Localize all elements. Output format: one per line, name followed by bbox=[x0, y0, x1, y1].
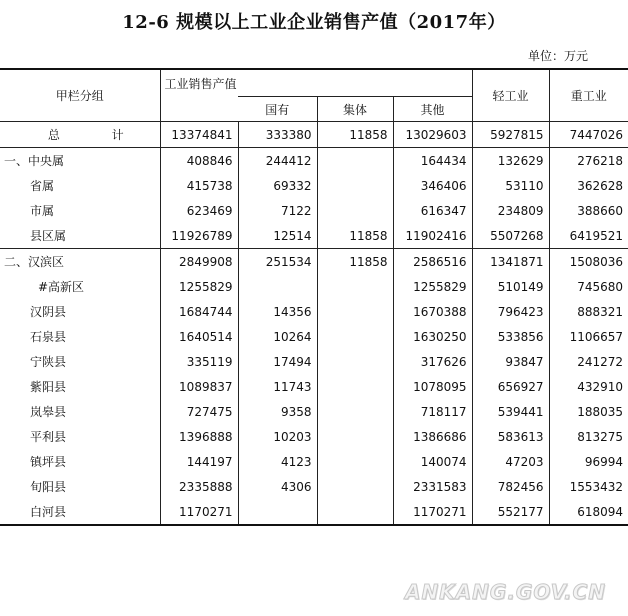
cell-state-owned: 4306 bbox=[238, 474, 317, 499]
cell-sales-value: 1396888 bbox=[160, 424, 238, 449]
cell-other: 1078095 bbox=[393, 374, 472, 399]
row-label: 省属 bbox=[30, 179, 55, 193]
cell-heavy-industry: 618094 bbox=[549, 499, 628, 525]
row-label: 岚皋县 bbox=[30, 405, 67, 419]
table-row bbox=[0, 173, 628, 198]
row-label: 紫阳县 bbox=[30, 380, 67, 394]
table-row bbox=[0, 299, 628, 324]
cell-sales-value: 623469 bbox=[160, 198, 238, 223]
cell-state-owned: 244412 bbox=[238, 148, 317, 174]
cell-other: 140074 bbox=[393, 449, 472, 474]
cell-state-owned: 9358 bbox=[238, 399, 317, 424]
cell-light-industry: 5927815 bbox=[472, 122, 549, 148]
cell-collective bbox=[317, 399, 393, 424]
table-row bbox=[0, 424, 628, 449]
header-heavy-industry: 重工业 bbox=[549, 69, 628, 122]
table-row bbox=[0, 274, 628, 299]
row-label: 宁陕县 bbox=[30, 355, 67, 369]
cell-heavy-industry: 6419521 bbox=[549, 223, 628, 249]
cell-collective bbox=[317, 449, 393, 474]
cell-state-owned: 10264 bbox=[238, 324, 317, 349]
cell-state-owned: 12514 bbox=[238, 223, 317, 249]
row-label: 二、汉滨区 bbox=[0, 249, 160, 275]
table-row bbox=[0, 449, 628, 474]
cell-heavy-industry: 96994 bbox=[549, 449, 628, 474]
cell-other: 718117 bbox=[393, 399, 472, 424]
cell-heavy-industry: 1508036 bbox=[549, 249, 628, 275]
table-row bbox=[0, 499, 628, 525]
header-collective: 集体 bbox=[317, 97, 393, 122]
row-label: #高新区 bbox=[38, 280, 85, 294]
cell-heavy-industry: 362628 bbox=[549, 173, 628, 198]
cell-other: 11902416 bbox=[393, 223, 472, 249]
cell-heavy-industry: 1553432 bbox=[549, 474, 628, 499]
cell-light-industry: 1341871 bbox=[472, 249, 549, 275]
header-ownership-spacer bbox=[238, 69, 472, 97]
cell-sales-value: 11926789 bbox=[160, 223, 238, 249]
cell-other: 2331583 bbox=[393, 474, 472, 499]
cell-state-owned: 7122 bbox=[238, 198, 317, 223]
cell-collective bbox=[317, 349, 393, 374]
cell-sales-value: 1089837 bbox=[160, 374, 238, 399]
cell-light-industry: 782456 bbox=[472, 474, 549, 499]
cell-state-owned: 11743 bbox=[238, 374, 317, 399]
table-row bbox=[0, 223, 628, 249]
row-label: 一、中央属 bbox=[0, 148, 160, 174]
cell-sales-value: 415738 bbox=[160, 173, 238, 198]
cell-sales-value: 144197 bbox=[160, 449, 238, 474]
table-body bbox=[0, 122, 628, 526]
cell-sales-value: 1170271 bbox=[160, 499, 238, 525]
cell-collective bbox=[317, 299, 393, 324]
cell-sales-value: 335119 bbox=[160, 349, 238, 374]
header-other: 其他 bbox=[393, 97, 472, 122]
cell-other: 1670388 bbox=[393, 299, 472, 324]
cell-collective: 11858 bbox=[317, 223, 393, 249]
table-row bbox=[0, 349, 628, 374]
table-row bbox=[0, 122, 628, 148]
cell-other: 13029603 bbox=[393, 122, 472, 148]
cell-state-owned: 251534 bbox=[238, 249, 317, 275]
cell-heavy-industry: 888321 bbox=[549, 299, 628, 324]
cell-light-industry: 539441 bbox=[472, 399, 549, 424]
cell-sales-value: 727475 bbox=[160, 399, 238, 424]
cell-light-industry: 132629 bbox=[472, 148, 549, 174]
cell-heavy-industry: 1106657 bbox=[549, 324, 628, 349]
table-row bbox=[0, 198, 628, 223]
table-row bbox=[0, 249, 628, 275]
cell-light-industry: 583613 bbox=[472, 424, 549, 449]
cell-heavy-industry: 188035 bbox=[549, 399, 628, 424]
cell-collective bbox=[317, 374, 393, 399]
cell-sales-value: 2849908 bbox=[160, 249, 238, 275]
cell-other: 1170271 bbox=[393, 499, 472, 525]
row-label: 旬阳县 bbox=[30, 480, 67, 494]
cell-sales-value: 2335888 bbox=[160, 474, 238, 499]
cell-collective: 11858 bbox=[317, 249, 393, 275]
cell-sales-value: 408846 bbox=[160, 148, 238, 174]
row-label: 县区属 bbox=[30, 229, 67, 243]
table-row bbox=[0, 474, 628, 499]
cell-state-owned bbox=[238, 499, 317, 525]
cell-collective bbox=[317, 274, 393, 299]
cell-state-owned: 333380 bbox=[238, 122, 317, 148]
row-label: 镇坪县 bbox=[30, 455, 67, 469]
header-light-industry: 轻工业 bbox=[472, 69, 549, 122]
cell-state-owned bbox=[238, 274, 317, 299]
cell-collective bbox=[317, 173, 393, 198]
site-watermark: ANKANG.GOV.CN bbox=[404, 580, 606, 604]
page-title: 12-6 规模以上工业企业销售产值（2017年） bbox=[122, 12, 506, 33]
cell-light-industry: 47203 bbox=[472, 449, 549, 474]
cell-light-industry: 5507268 bbox=[472, 223, 549, 249]
cell-other: 346406 bbox=[393, 173, 472, 198]
cell-state-owned: 17494 bbox=[238, 349, 317, 374]
unit-label: 单位：万元 bbox=[527, 49, 588, 63]
cell-collective bbox=[317, 424, 393, 449]
cell-light-industry: 234809 bbox=[472, 198, 549, 223]
cell-heavy-industry: 241272 bbox=[549, 349, 628, 374]
cell-light-industry: 510149 bbox=[472, 274, 549, 299]
table-row bbox=[0, 324, 628, 349]
cell-state-owned: 10203 bbox=[238, 424, 317, 449]
cell-sales-value: 1255829 bbox=[160, 274, 238, 299]
cell-collective bbox=[317, 499, 393, 525]
table-header bbox=[0, 69, 628, 122]
cell-other: 1255829 bbox=[393, 274, 472, 299]
cell-light-industry: 796423 bbox=[472, 299, 549, 324]
cell-other: 317626 bbox=[393, 349, 472, 374]
cell-collective bbox=[317, 474, 393, 499]
cell-state-owned: 69332 bbox=[238, 173, 317, 198]
cell-collective bbox=[317, 324, 393, 349]
cell-state-owned: 14356 bbox=[238, 299, 317, 324]
cell-heavy-industry: 388660 bbox=[549, 198, 628, 223]
cell-heavy-industry: 745680 bbox=[549, 274, 628, 299]
cell-light-industry: 93847 bbox=[472, 349, 549, 374]
header-sales-value: 工业销售产值 bbox=[160, 69, 238, 122]
row-label: 白河县 bbox=[0, 499, 160, 525]
row-label: 石泉县 bbox=[30, 330, 67, 344]
cell-sales-value: 13374841 bbox=[160, 122, 238, 148]
cell-collective bbox=[317, 198, 393, 223]
header-state-owned: 国有 bbox=[238, 97, 317, 122]
cell-sales-value: 1640514 bbox=[160, 324, 238, 349]
cell-state-owned: 4123 bbox=[238, 449, 317, 474]
cell-collective: 11858 bbox=[317, 122, 393, 148]
cell-sales-value: 1684744 bbox=[160, 299, 238, 324]
cell-heavy-industry: 7447026 bbox=[549, 122, 628, 148]
header-group: 甲栏分组 bbox=[0, 69, 160, 122]
cell-other: 1630250 bbox=[393, 324, 472, 349]
row-label: 总 计 bbox=[0, 122, 160, 148]
cell-light-industry: 656927 bbox=[472, 374, 549, 399]
cell-light-industry: 552177 bbox=[472, 499, 549, 525]
cell-other: 2586516 bbox=[393, 249, 472, 275]
table-row bbox=[0, 374, 628, 399]
table-row bbox=[0, 399, 628, 424]
cell-heavy-industry: 276218 bbox=[549, 148, 628, 174]
table-row bbox=[0, 148, 628, 174]
row-label: 汉阴县 bbox=[30, 305, 67, 319]
row-label: 平利县 bbox=[30, 430, 67, 444]
cell-other: 1386686 bbox=[393, 424, 472, 449]
cell-heavy-industry: 813275 bbox=[549, 424, 628, 449]
cell-other: 616347 bbox=[393, 198, 472, 223]
row-label: 市属 bbox=[30, 204, 55, 218]
cell-collective bbox=[317, 148, 393, 174]
cell-light-industry: 533856 bbox=[472, 324, 549, 349]
cell-heavy-industry: 432910 bbox=[549, 374, 628, 399]
cell-other: 164434 bbox=[393, 148, 472, 174]
sales-table bbox=[0, 68, 628, 526]
cell-light-industry: 53110 bbox=[472, 173, 549, 198]
